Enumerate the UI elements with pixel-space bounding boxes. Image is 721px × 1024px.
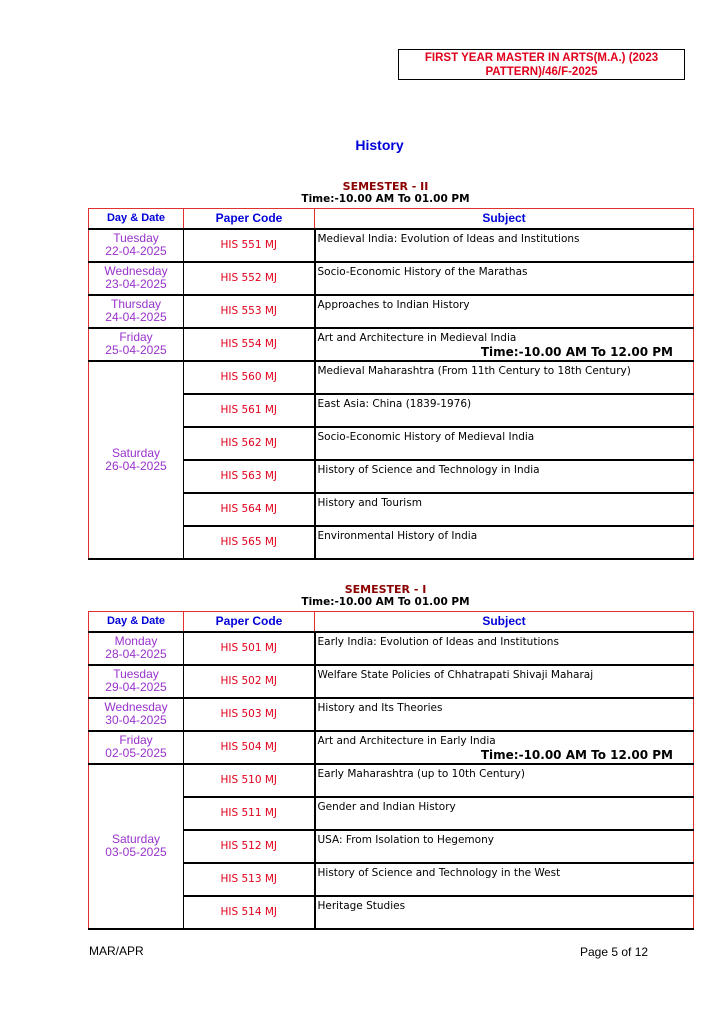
- subject-cell: [315, 632, 694, 665]
- subject-name: USA: From Isolation to Hegemony: [317, 833, 494, 846]
- page-number: Page 5 of 12: [580, 945, 649, 959]
- day-name: Saturday: [111, 445, 161, 460]
- footer-session: MAR/APR: [89, 944, 144, 958]
- day-name: Saturday: [111, 832, 161, 846]
- day-date-cell: [89, 229, 184, 262]
- paper-code: HIS 564 MJ: [184, 493, 315, 526]
- day-date-cell: [89, 731, 184, 764]
- exam-header-line2: PATTERN)/46/F-2025: [485, 66, 598, 78]
- subject-name: Environmental History of India: [317, 529, 478, 542]
- semester2-table: [88, 208, 694, 560]
- subject-cell: [315, 665, 694, 698]
- day-date-cell: [89, 632, 184, 665]
- col-header-day: Day & Date: [89, 209, 184, 229]
- day-name: Wednesday: [104, 700, 168, 714]
- subject-cell: [315, 427, 694, 460]
- col-header-subject: Subject: [315, 209, 694, 229]
- subject-name: Socio-Economic History of Medieval India: [317, 430, 535, 443]
- alt-time-note: Time:-10.00 AM To 12.00 PM: [480, 344, 673, 359]
- col-header-subject: Subject: [315, 612, 694, 632]
- day-date-cell: [89, 698, 184, 731]
- subject-cell: [315, 797, 694, 830]
- paper-code: HIS 560 MJ: [184, 361, 315, 394]
- subject-cell: [315, 526, 694, 559]
- table-row: [89, 632, 694, 665]
- subject-cell: [315, 896, 694, 929]
- subject-name: Approaches to Indian History: [317, 298, 470, 311]
- date: 24-04-2025: [105, 310, 167, 324]
- paper-code: HIS 502 MJ: [184, 665, 315, 698]
- exam-header-box: [398, 49, 685, 80]
- day-date-cell: [89, 328, 184, 361]
- paper-code: HIS 512 MJ: [184, 830, 315, 863]
- date: 29-04-2025: [105, 680, 167, 694]
- date: 23-04-2025: [105, 277, 167, 291]
- subject-name: Art and Architecture in Early India: [317, 734, 496, 747]
- date: 25-04-2025: [105, 343, 167, 357]
- table-row: [89, 295, 694, 328]
- subject-cell: [315, 361, 694, 394]
- subject-name: Medieval India: Evolution of Ideas and Institutions: [317, 232, 580, 245]
- table-row: [89, 764, 694, 797]
- subject-name: Socio-Economic History of the Marathas: [317, 265, 528, 278]
- table-row: [89, 361, 694, 394]
- table-row: [89, 229, 694, 262]
- subject-cell: [315, 764, 694, 797]
- subject-cell: [315, 493, 694, 526]
- paper-code: HIS 514 MJ: [184, 896, 315, 929]
- paper-code: HIS 511 MJ: [184, 797, 315, 830]
- subject-name: Gender and Indian History: [317, 800, 456, 813]
- semester2-time: Time:-10.00 AM To 01.00 PM: [301, 193, 470, 205]
- paper-code: HIS 553 MJ: [184, 295, 315, 328]
- subject-cell: [315, 731, 694, 764]
- subject-cell: [315, 394, 694, 427]
- subject-cell: [315, 328, 694, 361]
- day-date-cell: [89, 764, 184, 929]
- subject-cell: [315, 863, 694, 896]
- subject-name: Early India: Evolution of Ideas and Institutions: [317, 635, 559, 648]
- subject-cell: [315, 229, 694, 262]
- day-date-cell: [89, 295, 184, 328]
- paper-code: HIS 513 MJ: [184, 863, 315, 896]
- subject-cell: [315, 262, 694, 295]
- paper-code: HIS 563 MJ: [184, 460, 315, 493]
- date: 28-04-2025: [105, 647, 167, 661]
- table-header-row: [89, 209, 694, 229]
- paper-code: HIS 562 MJ: [184, 427, 315, 460]
- subject-cell: [315, 460, 694, 493]
- paper-code: HIS 552 MJ: [184, 262, 315, 295]
- date: 22-04-2025: [105, 244, 167, 258]
- paper-code: HIS 510 MJ: [184, 764, 315, 797]
- exam-header-line1: FIRST YEAR MASTER IN ARTS(M.A.) (2023: [424, 52, 659, 64]
- subject-name: Heritage Studies: [317, 899, 406, 912]
- day-name: Thursday: [110, 297, 162, 311]
- subject-name: History and Its Theories: [317, 701, 443, 714]
- col-header-code: Paper Code: [184, 612, 315, 632]
- day-date-cell: [89, 665, 184, 698]
- day-name: Tuesday: [113, 231, 159, 245]
- subject-cell: [315, 830, 694, 863]
- table-row: [89, 328, 694, 361]
- paper-code: HIS 551 MJ: [184, 229, 315, 262]
- date: 02-05-2025: [105, 746, 167, 760]
- paper-code: HIS 565 MJ: [184, 526, 315, 559]
- day-date-cell: [89, 361, 184, 559]
- subject-name: Welfare State Policies of Chhatrapati Shivaji Maharaj: [317, 668, 594, 681]
- paper-code: HIS 501 MJ: [184, 632, 315, 665]
- table-row: [89, 698, 694, 731]
- paper-code: HIS 554 MJ: [184, 328, 315, 361]
- table-row: [89, 665, 694, 698]
- semester1-label: SEMESTER - I: [344, 583, 427, 596]
- subject-name: Art and Architecture in Medieval India: [317, 331, 517, 344]
- day-name: Friday: [119, 733, 153, 747]
- subject-cell: [315, 698, 694, 731]
- subject-name: History and Tourism: [317, 496, 422, 509]
- subject-cell: [315, 295, 694, 328]
- date: 03-05-2025: [105, 845, 167, 859]
- paper-code: HIS 561 MJ: [184, 394, 315, 427]
- col-header-code: Paper Code: [184, 209, 315, 229]
- subject-name: History of Science and Technology in the West: [317, 866, 561, 879]
- day-name: Tuesday: [113, 667, 159, 681]
- subject-name: Early Maharashtra (up to 10th Century): [317, 767, 525, 780]
- semester1-table: [88, 611, 694, 930]
- subject-name: East Asia: China (1839-1976): [317, 397, 472, 410]
- table-row: [89, 731, 694, 764]
- paper-code: HIS 503 MJ: [184, 698, 315, 731]
- col-header-day: Day & Date: [89, 612, 184, 632]
- date: 26-04-2025: [105, 458, 167, 473]
- alt-time-note: Time:-10.00 AM To 12.00 PM: [480, 747, 673, 762]
- table-header-row: [89, 612, 694, 632]
- date: 30-04-2025: [105, 713, 167, 727]
- day-name: Monday: [114, 634, 158, 648]
- paper-code: HIS 504 MJ: [184, 731, 315, 764]
- subject-name: History of Science and Technology in India: [317, 463, 540, 476]
- page-title: History: [355, 137, 404, 153]
- day-date-cell: [89, 262, 184, 295]
- table-row: [89, 262, 694, 295]
- subject-name: Medieval Maharashtra (From 11th Century to 18th Century): [317, 364, 631, 377]
- semester2-label: SEMESTER - II: [342, 180, 429, 193]
- day-name: Wednesday: [104, 264, 168, 278]
- day-name: Friday: [119, 330, 153, 344]
- semester1-time: Time:-10.00 AM To 01.00 PM: [301, 596, 470, 608]
